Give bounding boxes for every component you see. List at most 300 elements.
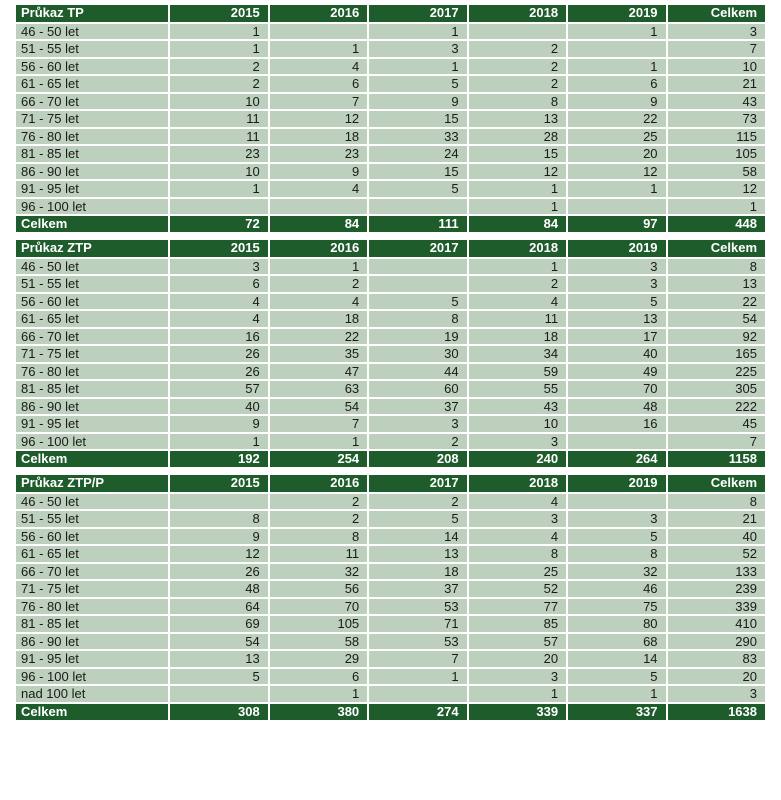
table-cell	[170, 686, 267, 702]
row-label: nad 100 let	[16, 686, 168, 702]
column-header: 2018	[469, 240, 566, 257]
table-cell	[270, 24, 367, 40]
table-row	[16, 529, 765, 545]
table-cell: 70	[270, 599, 367, 615]
table-title: Průkaz ZTP	[16, 240, 168, 257]
table-cell: 69	[170, 616, 267, 632]
table-cell: 52	[469, 581, 566, 597]
table-cell: 7	[668, 41, 765, 57]
row-label: 96 - 100 let	[16, 669, 168, 685]
table-cell: 20	[568, 146, 665, 162]
table-row	[16, 381, 765, 397]
table-cell: 5	[568, 669, 665, 685]
table-cell: 1	[568, 24, 665, 40]
table-cell	[568, 199, 665, 215]
table-cell: 53	[369, 599, 466, 615]
table-cell: 4	[270, 59, 367, 75]
table-cell: 1	[568, 59, 665, 75]
table-cell: 1	[270, 259, 367, 275]
table-cell: 21	[668, 76, 765, 92]
table-cell: 10	[668, 59, 765, 75]
table-row	[16, 276, 765, 292]
table-cell: 28	[469, 129, 566, 145]
table-body	[16, 259, 765, 450]
table-cell: 33	[369, 129, 466, 145]
table-cell: 30	[369, 346, 466, 362]
table-cell: 133	[668, 564, 765, 580]
table-cell: 54	[668, 311, 765, 327]
row-label: 91 - 95 let	[16, 651, 168, 667]
table-cell: 43	[668, 94, 765, 110]
column-header: 2015	[170, 5, 267, 22]
total-cell: 380	[270, 704, 367, 720]
column-header: Celkem	[668, 5, 765, 22]
row-label: 91 - 95 let	[16, 416, 168, 432]
table-cell: 18	[469, 329, 566, 345]
column-header: 2019	[568, 5, 665, 22]
table-cell: 29	[270, 651, 367, 667]
header-row	[16, 5, 765, 22]
column-header: 2016	[270, 475, 367, 492]
column-header: Celkem	[668, 475, 765, 492]
table-cell: 5	[369, 76, 466, 92]
table-cell: 15	[469, 146, 566, 162]
table-cell: 6	[270, 669, 367, 685]
table-cell: 1	[568, 686, 665, 702]
table-cell: 14	[568, 651, 665, 667]
column-header: Celkem	[668, 240, 765, 257]
table-cell: 25	[568, 129, 665, 145]
table-cell: 2	[469, 59, 566, 75]
table-cell: 165	[668, 346, 765, 362]
table-prukaz-tp	[14, 3, 767, 234]
total-cell: 192	[170, 451, 267, 467]
table-cell: 17	[568, 329, 665, 345]
table-cell: 8	[668, 494, 765, 510]
table-cell: 19	[369, 329, 466, 345]
table-cell: 48	[170, 581, 267, 597]
table-cell: 1	[270, 686, 367, 702]
row-label: 76 - 80 let	[16, 599, 168, 615]
table-cell: 58	[270, 634, 367, 650]
table-cell: 5	[568, 529, 665, 545]
total-cell: 240	[469, 451, 566, 467]
table-cell: 222	[668, 399, 765, 415]
table-cell: 105	[668, 146, 765, 162]
table-cell: 7	[369, 651, 466, 667]
row-label: 66 - 70 let	[16, 329, 168, 345]
table-cell: 48	[568, 399, 665, 415]
table-cell: 1	[170, 434, 267, 450]
table-cell: 4	[469, 529, 566, 545]
table-cell: 11	[270, 546, 367, 562]
table-cell: 5	[369, 294, 466, 310]
table-cell: 22	[568, 111, 665, 127]
row-label: 71 - 75 let	[16, 581, 168, 597]
row-label: 81 - 85 let	[16, 616, 168, 632]
total-cell: 84	[270, 216, 367, 232]
table-row	[16, 494, 765, 510]
table-cell: 9	[170, 529, 267, 545]
table-cell: 53	[369, 634, 466, 650]
table-cell: 54	[270, 399, 367, 415]
table-cell	[568, 41, 665, 57]
table-cell: 58	[668, 164, 765, 180]
table-cell: 60	[369, 381, 466, 397]
column-header: 2019	[568, 240, 665, 257]
table-row	[16, 129, 765, 145]
table-row	[16, 346, 765, 362]
table-cell	[369, 259, 466, 275]
table-cell: 77	[469, 599, 566, 615]
table-cell: 85	[469, 616, 566, 632]
table-cell: 11	[170, 129, 267, 145]
table-cell	[369, 199, 466, 215]
table-body	[16, 24, 765, 215]
total-cell: 84	[469, 216, 566, 232]
table-cell: 4	[170, 311, 267, 327]
row-label: 86 - 90 let	[16, 164, 168, 180]
table-title: Průkaz ZTP/P	[16, 475, 168, 492]
tables-container	[14, 3, 767, 726]
row-label: 81 - 85 let	[16, 381, 168, 397]
table-row	[16, 546, 765, 562]
table-cell: 11	[170, 111, 267, 127]
table-cell: 3	[469, 669, 566, 685]
table-cell: 13	[469, 111, 566, 127]
column-header: 2018	[469, 5, 566, 22]
column-header: 2019	[568, 475, 665, 492]
table-row	[16, 329, 765, 345]
row-label: 56 - 60 let	[16, 59, 168, 75]
table-row	[16, 164, 765, 180]
table-cell: 3	[170, 259, 267, 275]
table-cell: 4	[170, 294, 267, 310]
table-cell: 3	[369, 41, 466, 57]
table-cell: 7	[270, 94, 367, 110]
table-cell: 4	[270, 181, 367, 197]
total-cell: 308	[170, 704, 267, 720]
table-cell: 32	[568, 564, 665, 580]
table-cell: 35	[270, 346, 367, 362]
table-cell: 1	[369, 24, 466, 40]
table-cell: 1	[469, 181, 566, 197]
table-cell: 13	[568, 311, 665, 327]
table-cell: 64	[170, 599, 267, 615]
row-label: 86 - 90 let	[16, 399, 168, 415]
table-cell: 305	[668, 381, 765, 397]
table-cell	[270, 199, 367, 215]
table-cell: 4	[270, 294, 367, 310]
total-row	[16, 451, 765, 467]
table-cell: 2	[270, 494, 367, 510]
table-cell: 18	[270, 129, 367, 145]
table-cell	[170, 199, 267, 215]
total-cell: 337	[568, 704, 665, 720]
table-cell: 3	[568, 276, 665, 292]
table-cell: 63	[270, 381, 367, 397]
header-row	[16, 240, 765, 257]
table-cell: 21	[668, 511, 765, 527]
total-cell: 448	[668, 216, 765, 232]
table-row	[16, 199, 765, 215]
table-cell: 105	[270, 616, 367, 632]
table-row	[16, 686, 765, 702]
table-row	[16, 181, 765, 197]
table-cell: 1	[369, 59, 466, 75]
row-label: 96 - 100 let	[16, 434, 168, 450]
row-label: 96 - 100 let	[16, 199, 168, 215]
table-cell: 3	[469, 511, 566, 527]
table-cell: 1	[568, 181, 665, 197]
table-row	[16, 599, 765, 615]
row-label: 61 - 65 let	[16, 546, 168, 562]
row-label: 76 - 80 let	[16, 129, 168, 145]
table-cell: 6	[170, 276, 267, 292]
table-cell: 49	[568, 364, 665, 380]
table-row	[16, 511, 765, 527]
table-row	[16, 94, 765, 110]
table-cell: 1	[270, 41, 367, 57]
row-label: 71 - 75 let	[16, 346, 168, 362]
column-header: 2016	[270, 240, 367, 257]
table-row	[16, 41, 765, 57]
table-cell: 2	[170, 59, 267, 75]
table-cell: 37	[369, 581, 466, 597]
table-row	[16, 294, 765, 310]
table-cell: 2	[369, 434, 466, 450]
table-cell: 73	[668, 111, 765, 127]
table-body	[16, 494, 765, 702]
table-cell: 26	[170, 364, 267, 380]
table-row	[16, 146, 765, 162]
total-cell: 97	[568, 216, 665, 232]
total-row	[16, 216, 765, 232]
table-cell: 1	[668, 199, 765, 215]
row-label: 91 - 95 let	[16, 181, 168, 197]
row-label: 51 - 55 let	[16, 511, 168, 527]
row-label: 81 - 85 let	[16, 146, 168, 162]
table-cell: 115	[668, 129, 765, 145]
table-cell	[568, 434, 665, 450]
table-cell: 225	[668, 364, 765, 380]
table-cell: 23	[170, 146, 267, 162]
table-cell: 45	[668, 416, 765, 432]
row-label: 56 - 60 let	[16, 294, 168, 310]
table-cell: 2	[469, 41, 566, 57]
table-row	[16, 634, 765, 650]
table-cell: 12	[568, 164, 665, 180]
table-row	[16, 76, 765, 92]
table-row	[16, 24, 765, 40]
table-cell: 8	[369, 311, 466, 327]
table-cell: 2	[170, 76, 267, 92]
row-label: 46 - 50 let	[16, 494, 168, 510]
total-cell: 111	[369, 216, 466, 232]
column-header: 2018	[469, 475, 566, 492]
table-cell: 10	[170, 164, 267, 180]
table-cell: 2	[369, 494, 466, 510]
table-row	[16, 364, 765, 380]
table-cell: 32	[270, 564, 367, 580]
table-cell: 3	[568, 511, 665, 527]
table-cell: 40	[170, 399, 267, 415]
table-cell: 6	[270, 76, 367, 92]
table-cell: 2	[270, 511, 367, 527]
table-cell: 3	[469, 434, 566, 450]
total-cell: 72	[170, 216, 267, 232]
table-cell: 22	[270, 329, 367, 345]
table-cell: 13	[369, 546, 466, 562]
table-cell: 239	[668, 581, 765, 597]
table-cell: 5	[568, 294, 665, 310]
table-cell: 8	[668, 259, 765, 275]
row-label: 66 - 70 let	[16, 564, 168, 580]
table-cell: 1	[170, 181, 267, 197]
table-cell: 9	[170, 416, 267, 432]
table-row	[16, 434, 765, 450]
table-cell: 56	[270, 581, 367, 597]
table-cell: 20	[469, 651, 566, 667]
table-cell: 34	[469, 346, 566, 362]
table-cell: 16	[170, 329, 267, 345]
total-cell: 274	[369, 704, 466, 720]
table-cell: 9	[369, 94, 466, 110]
table-cell: 22	[668, 294, 765, 310]
column-header: 2017	[369, 240, 466, 257]
table-cell	[369, 276, 466, 292]
table-cell: 13	[170, 651, 267, 667]
table-cell: 47	[270, 364, 367, 380]
total-label: Celkem	[16, 216, 168, 232]
table-cell: 7	[270, 416, 367, 432]
table-cell: 18	[270, 311, 367, 327]
table-cell: 5	[369, 181, 466, 197]
column-header: 2017	[369, 475, 466, 492]
table-cell: 4	[469, 294, 566, 310]
table-cell: 43	[469, 399, 566, 415]
table-cell: 3	[568, 259, 665, 275]
table-cell: 57	[170, 381, 267, 397]
table-row	[16, 59, 765, 75]
table-cell: 71	[369, 616, 466, 632]
table-cell: 11	[469, 311, 566, 327]
table-row	[16, 581, 765, 597]
table-row	[16, 669, 765, 685]
table-row	[16, 416, 765, 432]
table-cell: 3	[668, 686, 765, 702]
table-cell: 1	[469, 686, 566, 702]
total-cell: 264	[568, 451, 665, 467]
table-cell: 83	[668, 651, 765, 667]
table-cell: 92	[668, 329, 765, 345]
total-cell: 254	[270, 451, 367, 467]
table-cell: 25	[469, 564, 566, 580]
table-cell: 75	[568, 599, 665, 615]
table-cell: 12	[668, 181, 765, 197]
table-cell: 26	[170, 346, 267, 362]
table-cell: 68	[568, 634, 665, 650]
table-cell: 40	[568, 346, 665, 362]
table-prukaz-ztp	[14, 238, 767, 469]
table-row	[16, 399, 765, 415]
table-cell: 8	[568, 546, 665, 562]
total-cell: 339	[469, 704, 566, 720]
table-cell: 15	[369, 111, 466, 127]
table-cell: 1	[469, 199, 566, 215]
column-header: 2015	[170, 475, 267, 492]
total-label: Celkem	[16, 704, 168, 720]
table-cell: 2	[469, 76, 566, 92]
table-cell: 4	[469, 494, 566, 510]
table-cell: 2	[270, 276, 367, 292]
table-cell: 8	[469, 546, 566, 562]
table-cell: 12	[469, 164, 566, 180]
table-cell: 1	[369, 669, 466, 685]
table-prukaz-ztp-p	[14, 473, 767, 722]
total-cell: 1638	[668, 704, 765, 720]
row-label: 51 - 55 let	[16, 41, 168, 57]
table-cell: 9	[568, 94, 665, 110]
column-header: 2016	[270, 5, 367, 22]
table-row	[16, 311, 765, 327]
table-cell: 410	[668, 616, 765, 632]
row-label: 66 - 70 let	[16, 94, 168, 110]
table-cell: 12	[270, 111, 367, 127]
row-label: 56 - 60 let	[16, 529, 168, 545]
table-cell: 37	[369, 399, 466, 415]
column-header: 2017	[369, 5, 466, 22]
table-cell: 339	[668, 599, 765, 615]
table-row	[16, 564, 765, 580]
table-cell: 12	[170, 546, 267, 562]
table-cell: 14	[369, 529, 466, 545]
table-cell: 8	[270, 529, 367, 545]
table-cell: 1	[170, 24, 267, 40]
table-cell: 18	[369, 564, 466, 580]
table-cell: 46	[568, 581, 665, 597]
table-row	[16, 111, 765, 127]
row-label: 46 - 50 let	[16, 24, 168, 40]
table-cell: 54	[170, 634, 267, 650]
header-row	[16, 475, 765, 492]
table-cell: 40	[668, 529, 765, 545]
table-cell	[568, 494, 665, 510]
table-cell: 15	[369, 164, 466, 180]
table-cell: 10	[170, 94, 267, 110]
table-cell: 290	[668, 634, 765, 650]
table-cell: 13	[668, 276, 765, 292]
table-cell: 8	[170, 511, 267, 527]
table-cell: 57	[469, 634, 566, 650]
row-label: 86 - 90 let	[16, 634, 168, 650]
table-cell: 44	[369, 364, 466, 380]
table-cell: 6	[568, 76, 665, 92]
table-cell: 1	[270, 434, 367, 450]
table-cell: 70	[568, 381, 665, 397]
row-label: 51 - 55 let	[16, 276, 168, 292]
table-title: Průkaz TP	[16, 5, 168, 22]
table-cell: 3	[668, 24, 765, 40]
table-cell: 1	[170, 41, 267, 57]
table-row	[16, 651, 765, 667]
row-label: 76 - 80 let	[16, 364, 168, 380]
table-cell: 2	[469, 276, 566, 292]
table-cell: 55	[469, 381, 566, 397]
table-row	[16, 259, 765, 275]
row-label: 71 - 75 let	[16, 111, 168, 127]
column-header: 2015	[170, 240, 267, 257]
